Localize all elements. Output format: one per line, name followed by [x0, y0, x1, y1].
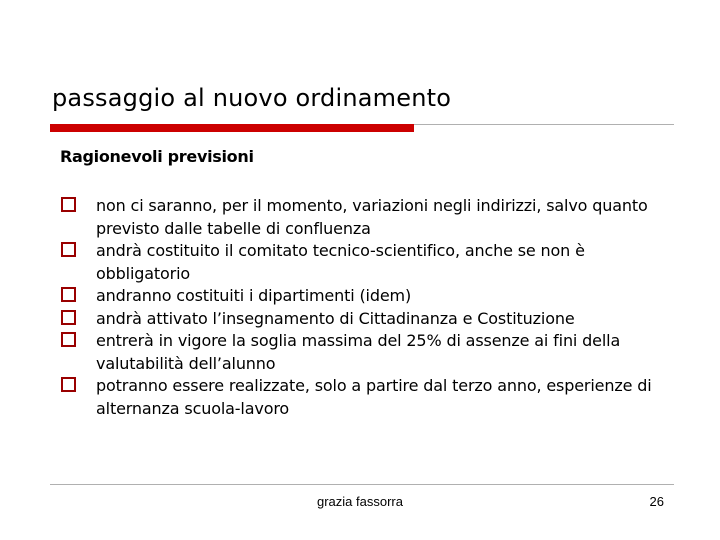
hollow-square-bullet-icon [61, 377, 76, 392]
footer-author [0, 494, 720, 509]
footer-divider-line [50, 484, 674, 485]
bullet-item [60, 240, 670, 285]
bullet-item [60, 285, 670, 308]
bullet-text: non ci saranno, per il momento, variazioni negli indirizzi, salvo quanto previsto dalle tabelle di confluenza [96, 196, 648, 238]
footer-author-text: grazia fassorra [317, 494, 403, 509]
bullet-item [60, 308, 670, 331]
hollow-square-bullet-icon [61, 332, 76, 347]
slide-page-number: 26 [649, 494, 664, 509]
bullet-item [60, 375, 670, 420]
slide-subtitle: Ragionevoli previsioni [60, 147, 254, 166]
bullet-text: andrà costituito il comitato tecnico-scientifico, anche se non è obbligatorio [96, 241, 585, 283]
bullet-text: andranno costituiti i dipartimenti (idem) [96, 286, 412, 305]
bullet-item [60, 195, 670, 240]
title-divider-line [414, 124, 674, 125]
bullet-text: entrerà in vigore la soglia massima del 25% di assenze ai fini della valutabilità dell’alunno [96, 331, 621, 373]
hollow-square-bullet-icon [61, 242, 76, 257]
title-accent-bar [50, 124, 414, 132]
hollow-square-bullet-icon [61, 310, 76, 325]
hollow-square-bullet-icon [61, 287, 76, 302]
bullet-item [60, 330, 670, 375]
bullet-text: andrà attivato l’insegnamento di Cittadinanza e Costituzione [96, 308, 575, 328]
bullet-text: potranno essere realizzate, solo a partire dal terzo anno, esperienze di alternanza scuola-lavoro [96, 376, 652, 418]
slide-title: passaggio al nuovo ordinamento [52, 84, 452, 112]
bullet-list [60, 195, 670, 420]
hollow-square-bullet-icon [61, 197, 76, 212]
